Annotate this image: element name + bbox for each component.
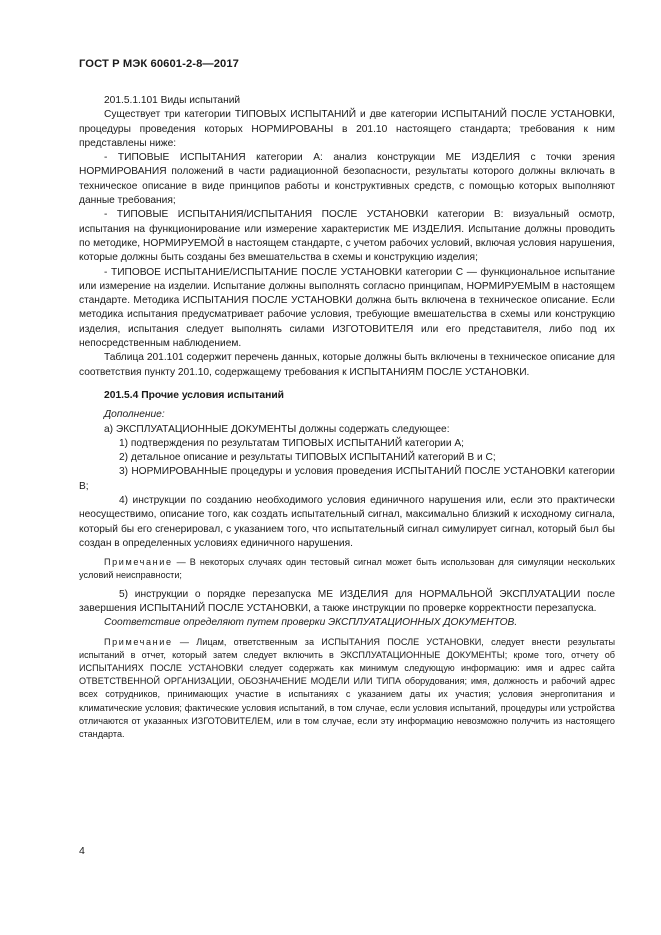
other-conditions-heading: 201.5.4 Прочие условия испытаний <box>104 389 284 401</box>
sub-item-2: 2) детальное описание и результаты ТИПОВЫХ ИСПЫТАНИЙ категорий В и С; <box>119 452 496 464</box>
note-1 <box>79 556 615 582</box>
category-b-paragraph: - ТИПОВЫЕ ИСПЫТАНИЯ/ИСПЫТАНИЯ ПОСЛЕ УСТАНОВКИ категории В: визуальный осмотр, испытания на функционирование или измерение характеристик МЕ ИЗДЕЛИЯ. Испытание должны проводить по методике, НОРМИРУЕМОЙ в настоящем стандарте, с учетом рабочих условий, включая условия нарушения, которые должны быть созданы без вмешательства в схемы и конструкцию изделия; <box>79 209 615 264</box>
category-a-paragraph: - ТИПОВЫЕ ИСПЫТАНИЯ категории А: анализ конструкции МЕ ИЗДЕЛИЯ с точки зрения НОРМИРОВАНИЯ положений в части радиационной безопасности, результаты которого должны включать в техническое описание в виде принципов работы и конструктивных средств, с помощью которых выполняют данные требования; <box>79 152 615 207</box>
note-2-text: — Лицам, ответственным за ИСПЫТАНИЯ ПОСЛЕ УСТАНОВКИ, следует внести результаты испытаний в отчет, который затем следует включить в ЭКСПЛУАТАЦИОННЫЕ ДОКУМЕНТЫ; кроме того, отчету об ИСПЫТАНИЯХ ПОСЛЕ УСТАНОВКИ следует содержать как минимум следующую информацию: имя и адрес сайта ОТВЕТСТВЕННОЙ ОРГАНИЗАЦИИ, ОБОЗНАЧЕНИЕ МОДЕЛИ ИЛИ ТИПА оборудования; имя, должность и рабочий адрес всех сотрудников, принимающих участие в испытаниях с указанием даты их участия; условия энергопитания и климатические условия; фактические условия испытаний, в том случае, если условия испытаний, процедуры или устройства отличаются от указанных ИЗГОТОВИТЕЛЕМ, или в том случае, если эту информацию невозможно получить из настоящего стандарта. <box>79 636 615 739</box>
note-1-label: Примечание <box>104 557 173 568</box>
note-1-text: — В некоторых случаях один тестовый сигнал может быть использован для симуляции нескольких условий неисправности; <box>79 557 615 581</box>
sub-item-5: 5) инструкции о порядке перезапуска МЕ ИЗДЕЛИЯ для НОРМАЛЬНОЙ ЭКСПЛУАТАЦИИ после завершения ИСПЫТАНИЙ ПОСЛЕ УСТАНОВКИ, а также инструкции по проверке корректности перезапуска. <box>79 588 615 614</box>
tests-section-title: 201.5.1.101 Виды испытаний <box>104 95 241 106</box>
item-a-paragraph: а) ЭКСПЛУАТАЦИОННЫЕ ДОКУМЕНТЫ должны содержать следующее: <box>104 423 450 435</box>
page-number: 4 <box>79 845 85 857</box>
table-reference-paragraph: Таблица 201.101 содержит перечень данных, которые должны быть включены в техническое описание для соответствия пункту 201.10, содержащему требования к ИСПЫТАНИЯМ ПОСЛЕ УСТАНОВКИ. <box>79 352 615 378</box>
sub-item-1: 1) подтверждения по результатам ТИПОВЫХ ИСПЫТАНИЙ категории А; <box>119 437 464 449</box>
compliance-paragraph: Соответствие определяют путем проверки ЭКСПЛУАТАЦИОННЫХ ДОКУМЕНТОВ. <box>104 617 518 629</box>
addition-label: Дополнение: <box>104 409 165 421</box>
category-c-paragraph: - ТИПОВОЕ ИСПЫТАНИЕ/ИСПЫТАНИЕ ПОСЛЕ УСТАНОВКИ категории С — функциональное испытание или измерение на изделии. Испытание должны выполнять согласно принципам, НОРМИРУЕМЫМ в настоящем стандарте. Методика ИСПЫТАНИЯ ПОСЛЕ УСТАНОВКИ должна быть включена в техническое описание. Если методика испытания предусматривает рабочие условия, требующие вмешательства в схемы или конструкцию изделия, испытания следует выполнять силами ИЗГОТОВИТЕЛЯ или его представителя, либо под их непосредственным наблюдением. <box>79 266 615 350</box>
tests-intro-paragraph: Существует три категории ТИПОВЫХ ИСПЫТАНИЙ и две категории ИСПЫТАНИЙ ПОСЛЕ УСТАНОВКИ, процедуры проведения которых НОРМИРОВАНЫ в 201.10 настоящего стандарта; требования к ним представлены ниже: <box>79 109 615 149</box>
document-header: ГОСТ Р МЭК 60601-2-8—2017 <box>79 58 240 70</box>
sub-item-3: 3) НОРМИРОВАННЫЕ процедуры и условия проведения ИСПЫТАНИЙ ПОСЛЕ УСТАНОВКИ категории В; <box>79 466 615 492</box>
note-2-label: Примечание <box>104 636 173 647</box>
sub-item-4: 4) инструкции по созданию необходимого условия единичного нарушения или, если это практически неосуществимо, описание того, как создать испытательный сигнал, максимально близкий к исходному сигнала, который бы его сгенерировал, с указанием того, что испытательный сигнал симулирует сигнал, который был бы создан в определенных условиях единичного нарушения. <box>79 495 615 549</box>
note-2 <box>79 636 615 742</box>
document-body <box>79 94 615 741</box>
